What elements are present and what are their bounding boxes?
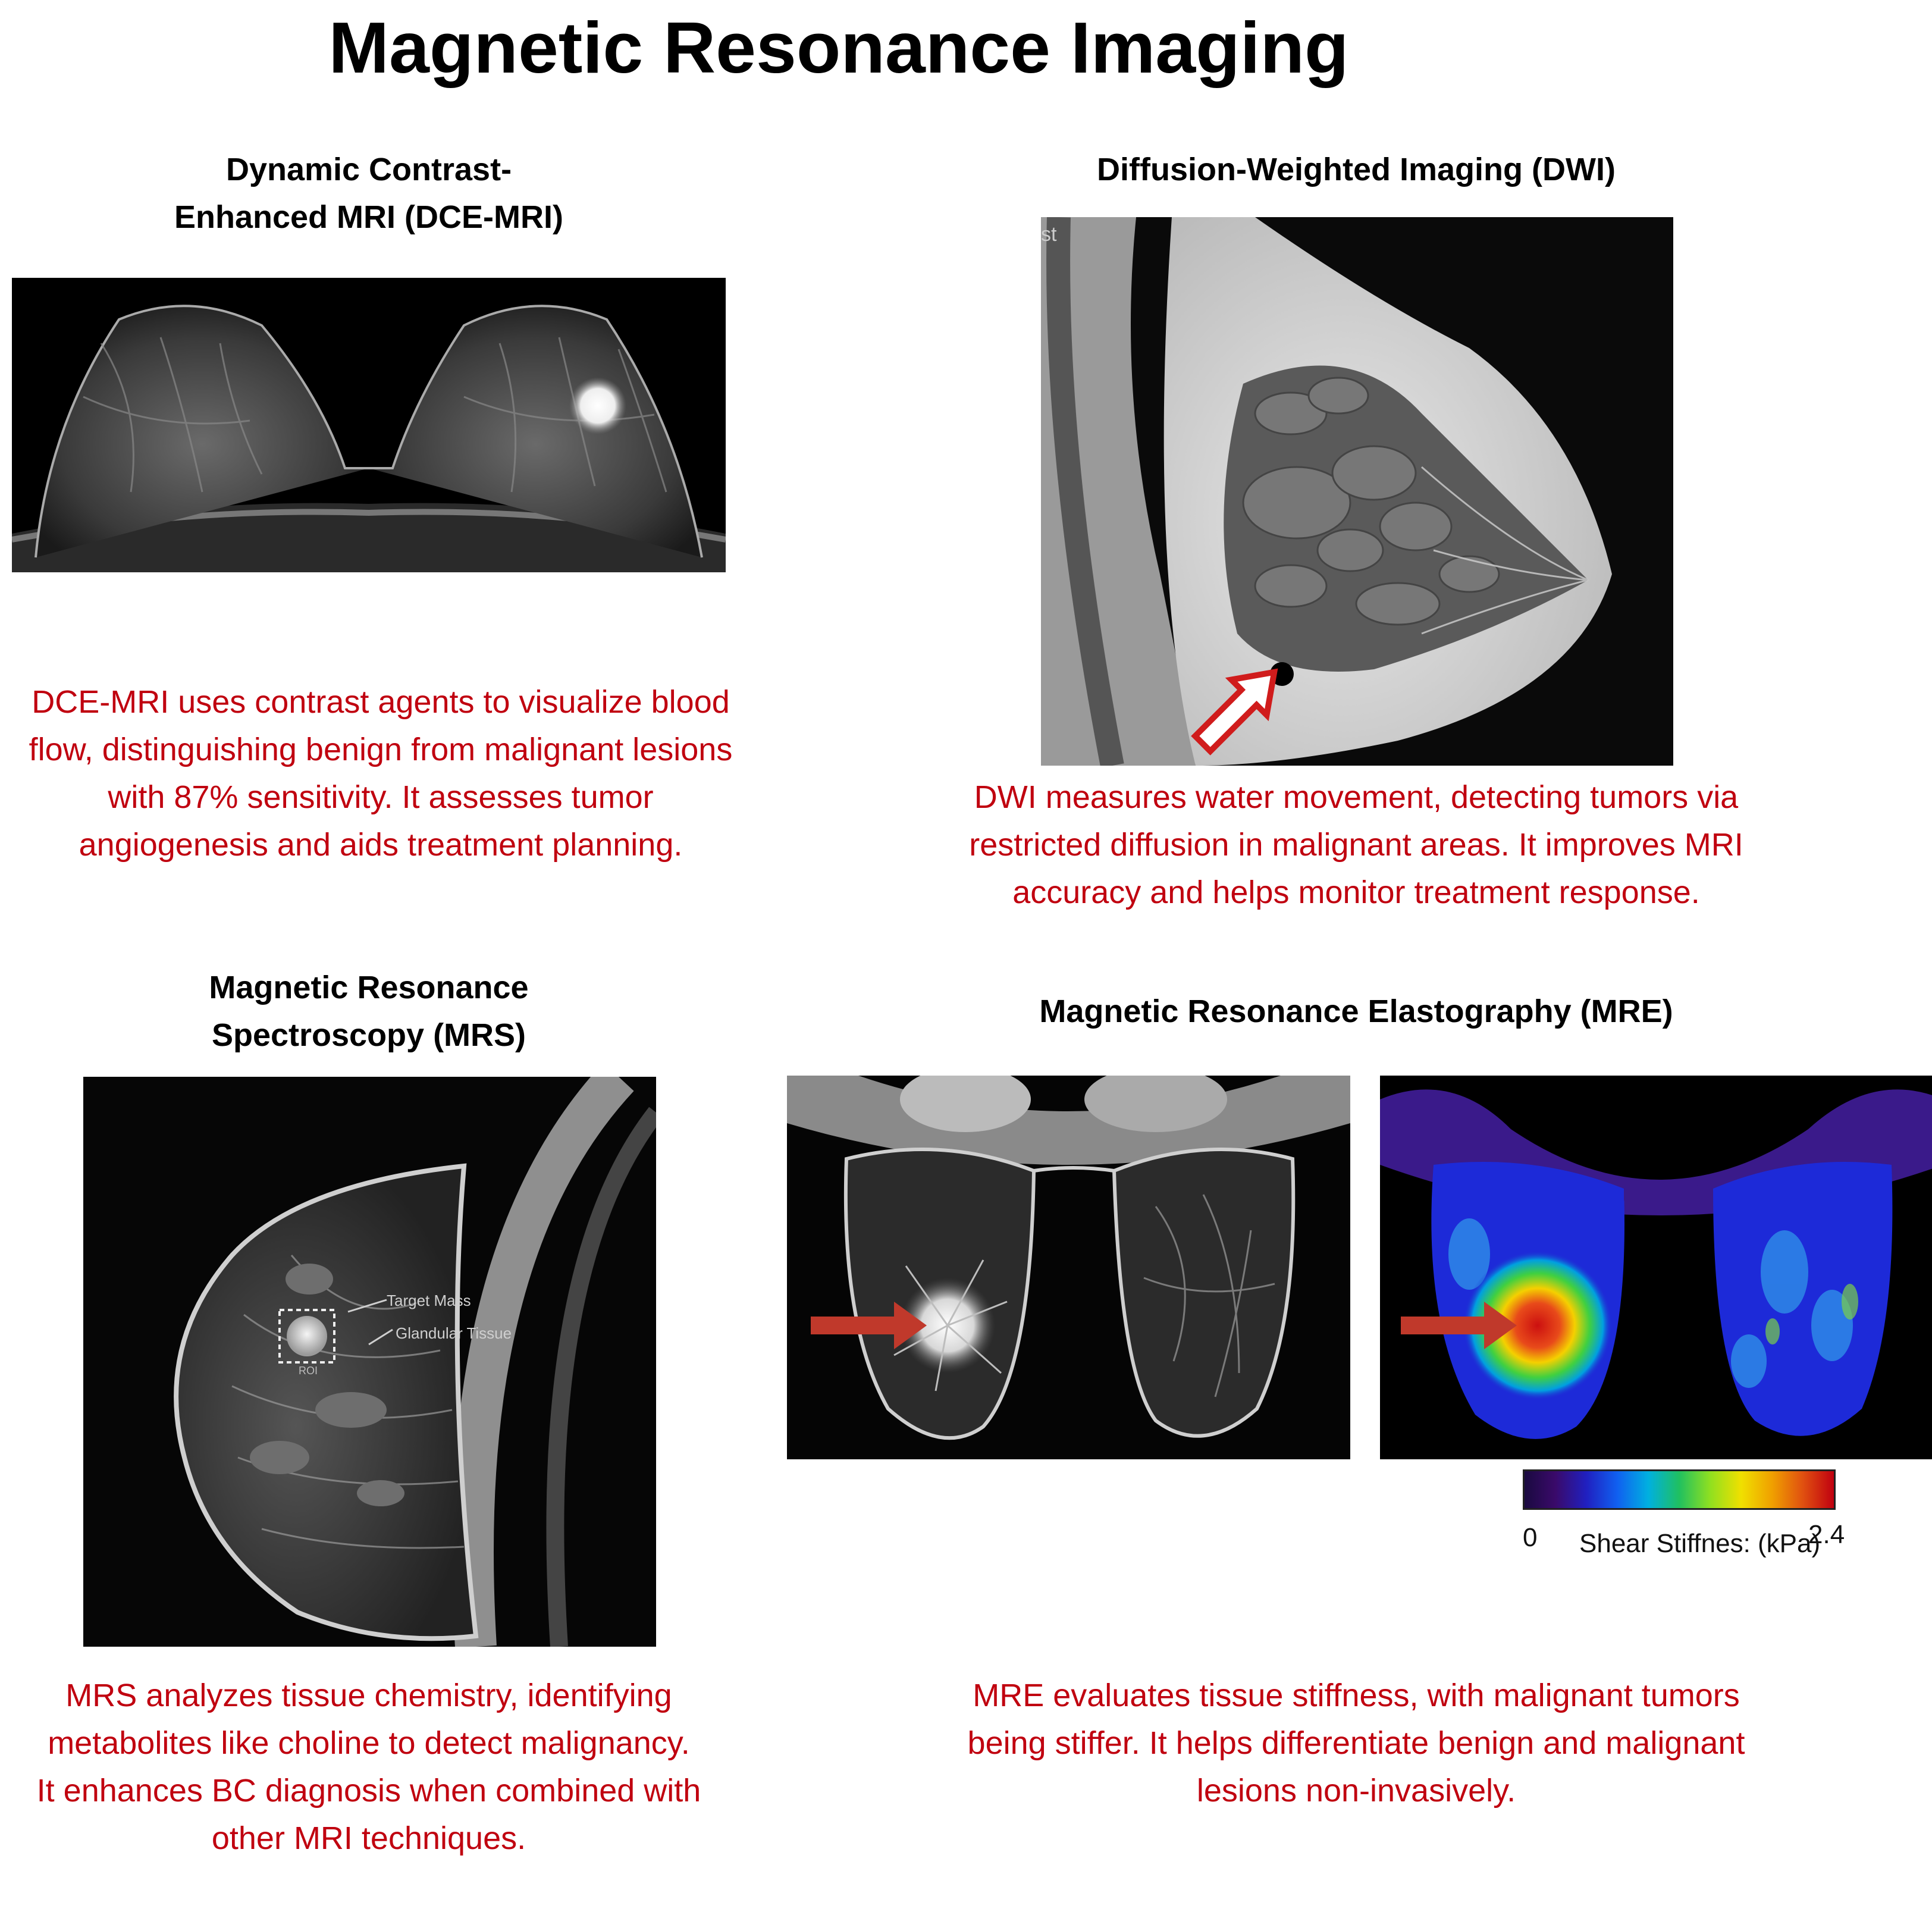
- mrs-glandular-label: Glandular Tissue: [396, 1324, 512, 1342]
- mre-colorbar-min: 0: [1523, 1523, 1538, 1552]
- dwi-heading: Diffusion-Weighted Imaging (DWI): [1097, 152, 1616, 187]
- mrs-heading-line1: Magnetic Resonance: [209, 970, 529, 1005]
- mrs-heading-line2: Spectroscopy (MRS): [211, 1017, 526, 1053]
- mre-anatomical-image: [787, 1076, 1350, 1459]
- mrs-target-mass-label: Target Mass: [387, 1292, 471, 1309]
- mrs-description: MRS analyzes tissue chemistry, identifying metabolites like choline to detect malignancy. It enhances BC diagnosis when combined with other MRI techniques.: [36, 1678, 701, 1856]
- mrs-heading: [71, 964, 666, 1059]
- page-title: Magnetic Resonance Imaging: [328, 7, 1349, 88]
- dce-mri-image: [12, 278, 726, 572]
- mrs-roi-label: ROI: [299, 1365, 318, 1377]
- dwi-description: DWI measures water movement, detecting tumors via restricted diffusion in malignant areas. It improves MRI accuracy and helps monitor treatment response.: [969, 779, 1743, 910]
- dwi-corner-text: st: [1041, 223, 1057, 246]
- mre-colorbar: [1523, 1469, 1836, 1510]
- dwi-image: [1041, 217, 1673, 766]
- dce-heading-line2: Enhanced MRI (DCE-MRI): [174, 199, 563, 235]
- dce-heading: [71, 146, 666, 241]
- mre-colorbar-max: 2.4: [1808, 1520, 1845, 1549]
- mre-colorbar-label: Shear Stiffnes: (kPa): [1579, 1529, 1821, 1558]
- dce-heading-line1: Dynamic Contrast-: [225, 152, 512, 187]
- mrs-image: [83, 1077, 656, 1647]
- mre-description: MRE evaluates tissue stiffness, with malignant tumors being stiffer. It helps differentiate benign and malignant lesions non-invasively.: [967, 1678, 1745, 1809]
- dce-description: DCE-MRI uses contrast agents to visualize blood flow, distinguishing benign from malignant lesions with 87% sensitivity. It assesses tumor angiogenesis and aids treatment planning.: [29, 684, 733, 863]
- mre-heading: Magnetic Resonance Elastography (MRE): [1039, 993, 1673, 1029]
- mre-elastogram-image: [1380, 1076, 1932, 1459]
